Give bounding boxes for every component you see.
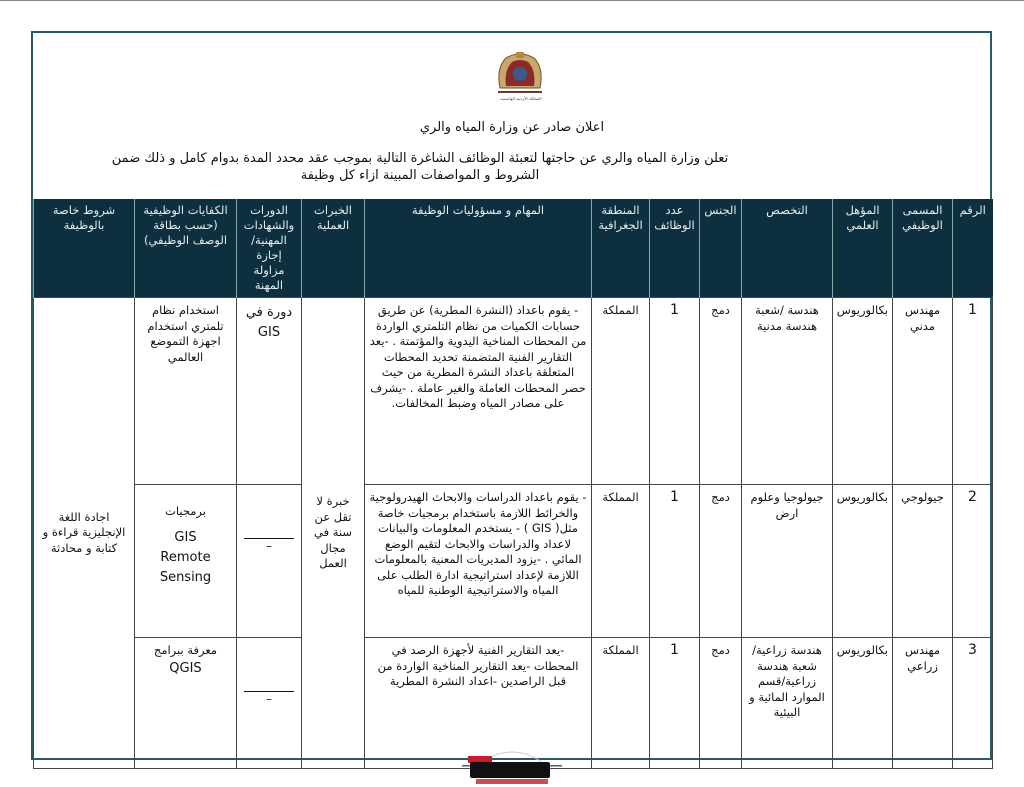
logo-caption: المملكة الأردنية الهاشمية [500,96,542,101]
table-row [34,298,993,485]
experience: خبرة لا تقل عن سنة في مجال العمل [302,298,365,769]
announcement-title: اعلان صادر عن وزارة المياه والري [419,120,605,135]
courses-cell [237,638,302,769]
header-cell: المؤهل العلمي [833,199,893,298]
sada-alshaab-watermark-logo [462,748,562,786]
job-count: 1 [650,638,700,769]
skills-cell [135,485,237,638]
job-title: جيولوجي [893,485,953,638]
tasks: -يعد التقارير الفنية لأجهزة الرصد في المحطات -يعد التقارير المناخية الواردة من قبل الراصدين -اعداد النشرة المطرية [365,638,592,769]
header-cell: الجنس [700,199,742,298]
header-cell: الدورات والشهادات المهنية/إجازة مزاولة المهنة [237,199,302,298]
announcement-intro: تعلن وزارة المياه والري عن حاجتها لتعبئة الوظائف الشاغرة التالية بموجب عقد محدد المدة بدوام كامل و ذلك ضمن الشروط و المواصفات المبينة ازاء كل وظيفة [111,151,729,183]
header-cell: المسمى الوظيفي [893,199,953,298]
tasks: - يقوم باعداد (النشرة المطرية) عن طريق حسابات الكميات من نظام التلمتري الواردة من المحطات المناخية اليدوية والمؤتمتة . -يعد التقارير الفنية المتضمنة تحديد المحطات المتعلقة باعداد النشرة المطرية من حيث حصر المحطات العاملة والغير عاملة . -يشرف على مصادر المياه وضبط المخالفات. [365,298,592,485]
courses: دورة في GIS [237,298,302,485]
skills-title: برمجيات [165,504,206,518]
specialization: هندسة زراعية/شعبة هندسة زراعية/قسم الموارد المائية و البيئية [742,638,833,769]
header-cell: الكفايات الوظيفية (حسب بطاقة الوصف الوظيفي) [135,199,237,298]
skills-title: معرفة ببرامج [153,643,218,657]
job-title: مهندس زراعي [893,638,953,769]
header-row [34,199,993,298]
skills: GIS Remote Sensing [159,529,212,585]
qualification: بكالوريوس [833,485,893,638]
skills-cell [135,638,237,769]
row-number: 3 [953,638,993,769]
region: المملكة [592,298,650,485]
region: المملكة [592,485,650,638]
header-cell: المهام و مسؤوليات الوظيفة [365,199,592,298]
tasks: - يقوم باعداد الدراسات والابحاث الهيدرولوجية والخرائط اللازمة باستخدام برمجيات خاصة مثل( GIS ) - يستخدم المعلومات والبيانات لاعداد والدراسات والابحاث لتقيم الوضع المائي . -يزود المديريات المعنية بالمعلومات اللازمة لإعداد استراتيجية ادارة الطلب على المياه والاستراتيجية الوطنية للمياه [365,485,592,638]
gender: دمج [700,298,742,485]
table-row [34,485,993,638]
region: المملكة [592,638,650,769]
job-count: 1 [650,485,700,638]
header-cell: التخصص [742,199,833,298]
specialization: هندسة /شعبة هندسة مدنية [742,298,833,485]
courses: – [266,539,272,553]
courses-cell [237,485,302,638]
row-number: 2 [953,485,993,638]
jordan-coat-of-arms-logo [492,48,548,100]
skills: QGIS [169,660,202,676]
qualification: بكالوريوس [833,638,893,769]
header-cell: المنطقة الجغرافية [592,199,650,298]
jobs-table [33,199,993,769]
qualification: بكالوريوس [833,298,893,485]
row-number: 1 [953,298,993,485]
gender: دمج [700,485,742,638]
gender: دمج [700,638,742,769]
header-cell: عدد الوظائف [650,199,700,298]
job-title: مهندس مدني [893,298,953,485]
specialization: جيولوجيا وعلوم ارض [742,485,833,638]
skills: استخدام نظام تلمتري استخدام اجهزة التموضع العالمي [135,298,237,485]
top-rule [0,0,1024,1]
header-cell: الرقم [953,199,993,298]
header-cell: الخبرات العملية [302,199,365,298]
job-count: 1 [650,298,700,485]
special-conditions: اجادة اللغة الإنجليزية قراءة و كتابة و محادثة [34,298,135,769]
header-cell: شروط خاصة بالوظيفة [34,199,135,298]
courses: – [266,692,272,706]
